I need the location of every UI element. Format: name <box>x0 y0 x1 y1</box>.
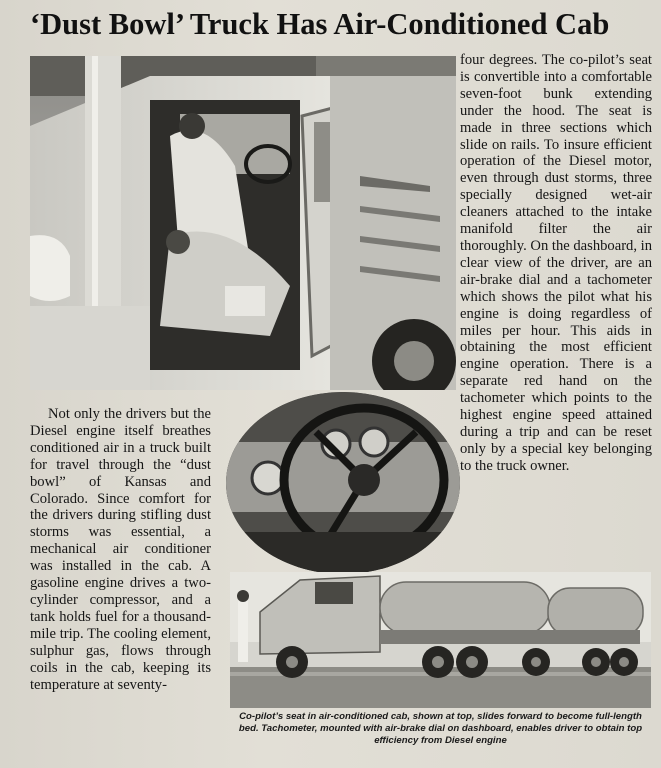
cab-interior-photo <box>30 56 456 390</box>
right-column-text <box>460 52 652 475</box>
left-column-paragraph: Not only the drivers but the Diesel engine itself breathes conditioned air in a truck built for travel through the “dust bowl” of Kansas and Colorado. Since comfort for the drivers during stifling dust storms was essential, a mechanical air conditioner was installed in the cab. A gasoline engine drives a two-cylinder compressor, and a tank holds fuel for a thousand-mile trip. The cooling element, sulphur gas, flows through coils in the cab, keeping its temperature at seventy- <box>30 406 211 693</box>
photo-caption: Co-pilot’s seat in air-conditioned cab, shown at top, slides forward to become full-length bed. Tachometer, mounted with air-brake dial on dashboard, enables driver to obtain top efficiency from Diesel engine <box>238 711 643 747</box>
right-column-paragraph: four degrees. The co-pilot’s seat is convertible into a comfortable seven-foot bunk extending under the hood. The seat is made in three sections which slide on rails. To insure efficient operation of the Diesel motor, even through dust storms, three specially designed wet-air cleaners attached to the intake manifold filter the air thoroughly. On the dashboard, in clear view of the driver, are an air-brake dial and a tachometer which shows the pilot what his engine is doing regardless of miles per hour. This aids in obtaining the most efficient engine operation. There is a separate red hand on the tachometer which points to the highest engine speed attained during a trip and can be reset only by a special key belonging to the truck owner. <box>460 52 652 474</box>
left-column-text <box>30 406 211 693</box>
headline: ‘Dust Bowl’ Truck Has Air-Conditioned Cab <box>30 7 610 41</box>
tanker-truck-photo <box>230 572 651 708</box>
dashboard-wheel-photo <box>226 392 460 574</box>
